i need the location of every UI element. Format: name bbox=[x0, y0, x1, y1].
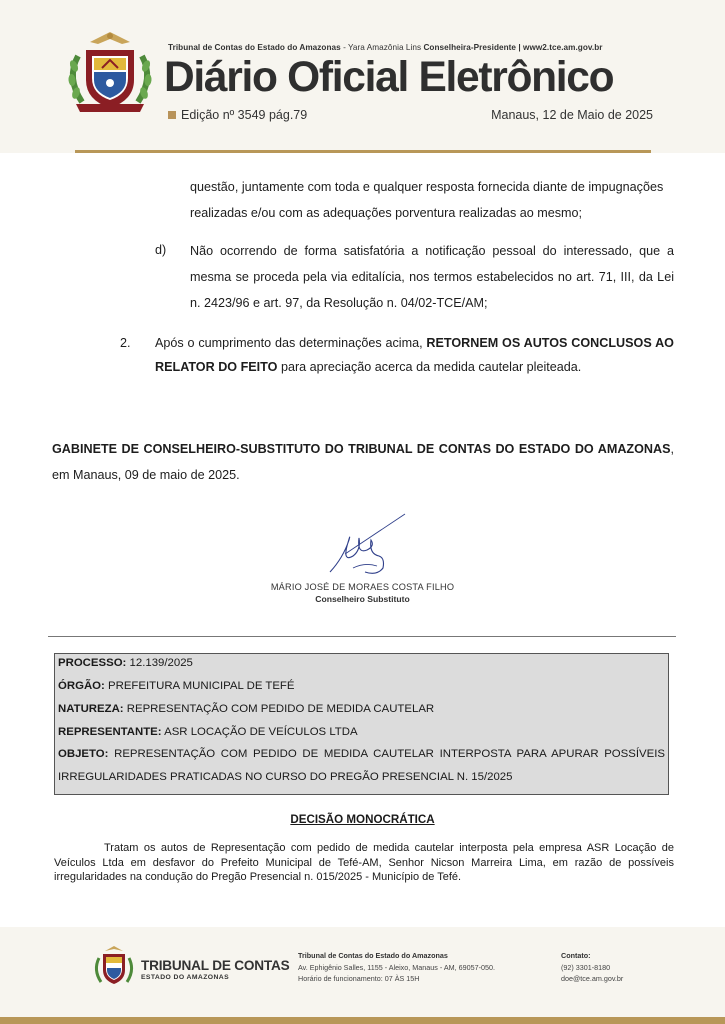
section-divider bbox=[48, 636, 676, 637]
natureza-label: NATUREZA: bbox=[58, 703, 124, 715]
footer-contact-column bbox=[561, 950, 623, 985]
representante-value: ASR LOCAÇÃO DE VEÍCULOS LTDA bbox=[161, 726, 358, 738]
header-president-name: - Yara Amazônia Lins bbox=[340, 43, 424, 52]
footer-phone: (92) 3301-8180 bbox=[561, 962, 611, 972]
footer-hours: Horário de funcionamento: 07 ÀS 15H bbox=[298, 974, 420, 983]
decision-title: DECISÃO MONOCRÁTICA bbox=[290, 813, 435, 826]
orgao-label: ÓRGÃO: bbox=[58, 680, 105, 692]
item-2-text-after: para apreciação acerca da medida cautelar pleiteada. bbox=[277, 360, 582, 374]
footer-brand-name: TRIBUNAL DE CONTAS bbox=[141, 958, 290, 973]
natureza-row bbox=[58, 703, 434, 715]
header-top-line bbox=[168, 43, 602, 52]
header-divider bbox=[75, 150, 651, 153]
footer-address-title: Tribunal de Contas do Estado do Amazonas bbox=[298, 951, 448, 960]
header-president-role: Conselheira-Presidente bbox=[423, 43, 517, 52]
orgao-value: PREFEITURA MUNICIPAL DE TEFÉ bbox=[104, 680, 295, 692]
objeto-value: REPRESENTAÇÃO COM PEDIDO DE MEDIDA CAUTELAR INTERPOSTA PARA APURAR POSSÍVEIS IRREGULARIDADES PRATICADAS NO CURSO DO PREGÃO PRESENCIAL N. 15/2025 bbox=[58, 748, 665, 783]
footer-address-column bbox=[298, 950, 495, 985]
objeto-row bbox=[58, 743, 665, 789]
edition-label bbox=[168, 108, 307, 122]
tce-crest-emblem-icon bbox=[62, 28, 158, 114]
edition-text: Edição nº 3549 pág.79 bbox=[181, 108, 308, 122]
item-d-text: Não ocorrendo de forma satisfatória a notificação pessoal do interessado, que a mesma se proceda pela via editalícia, nos termos estabelecidos no art. 71, III, da Lei n. 2423/96 e art. 97, da Resolução n. 04/02-TCE/AM; bbox=[190, 244, 674, 310]
page-title: Diário Oficial Eletrônico bbox=[164, 54, 614, 101]
footer-address-line: Av. Ephigênio Salles, 1155 - Aleixo, Manaus - AM, 69057-050. bbox=[298, 962, 495, 972]
closing-paragraph bbox=[52, 436, 674, 488]
processo-label: PROCESSO: bbox=[58, 657, 127, 669]
header-org: Tribunal de Contas do Estado do Amazonas bbox=[168, 43, 341, 52]
objeto-label: OBJETO: bbox=[58, 748, 109, 760]
closing-bold: GABINETE DE CONSELHEIRO-SUBSTITUTO DO TRIBUNAL DE CONTAS DO ESTADO DO AMAZONAS bbox=[52, 442, 671, 456]
continuation-line-1: questão, juntamente com toda e qualquer resposta fornecida diante de impugnações bbox=[190, 180, 664, 194]
item-2-text bbox=[155, 331, 674, 379]
handwritten-signature bbox=[325, 510, 410, 585]
orgao-row bbox=[58, 680, 295, 692]
footer-contact-title: Contato: bbox=[561, 951, 591, 960]
closing-rest: , em Manaus, 09 de maio de 2025. bbox=[52, 442, 674, 482]
header-site: | www2.tce.am.gov.br bbox=[516, 43, 603, 52]
signer-name: MÁRIO JOSÉ DE MORAES COSTA FILHO bbox=[270, 582, 455, 592]
item-2-marker: 2. bbox=[120, 336, 131, 350]
continuation-line-2: realizadas e/ou com as adequações porventura realizadas ao mesmo; bbox=[190, 206, 583, 220]
representante-label: REPRESENTANTE: bbox=[58, 726, 162, 738]
footer-gold-bar bbox=[0, 1017, 725, 1024]
process-info-box bbox=[54, 653, 669, 795]
processo-row bbox=[58, 657, 193, 669]
footer-email[interactable]: doe@tce.am.gov.br bbox=[561, 974, 624, 983]
representante-row bbox=[58, 726, 358, 738]
item-2-text-before: Após o cumprimento das determinações acima, bbox=[155, 336, 427, 350]
signer-role: Conselheiro Substituto bbox=[315, 594, 410, 604]
decision-body: Tratam os autos de Representação com pedido de medida cautelar interposta pela empresa ASR Locação de Veículos Ltda em desfavor do Prefeito Municipal de Tefé-AM, Senhor Nicson Marreira Lima, em razão de possíveis irregularidades na condução do Pregão Presencial n. 015/2025 - Município de Tefé. bbox=[54, 842, 674, 884]
natureza-value: REPRESENTAÇÃO COM PEDIDO DE MEDIDA CAUTELAR bbox=[123, 703, 435, 715]
item-2-bold: RETORNEM OS AUTOS CONCLUSOS AO RELATOR DO FEITO bbox=[155, 336, 674, 374]
publication-date: Manaus, 12 de Maio de 2025 bbox=[491, 108, 653, 122]
item-d-marker: d) bbox=[155, 243, 167, 257]
processo-value: 12.139/2025 bbox=[126, 657, 193, 669]
edition-square-icon bbox=[168, 111, 176, 119]
footer-brand-sub: ESTADO DO AMAZONAS bbox=[141, 974, 230, 981]
footer-crest-icon bbox=[91, 944, 137, 988]
